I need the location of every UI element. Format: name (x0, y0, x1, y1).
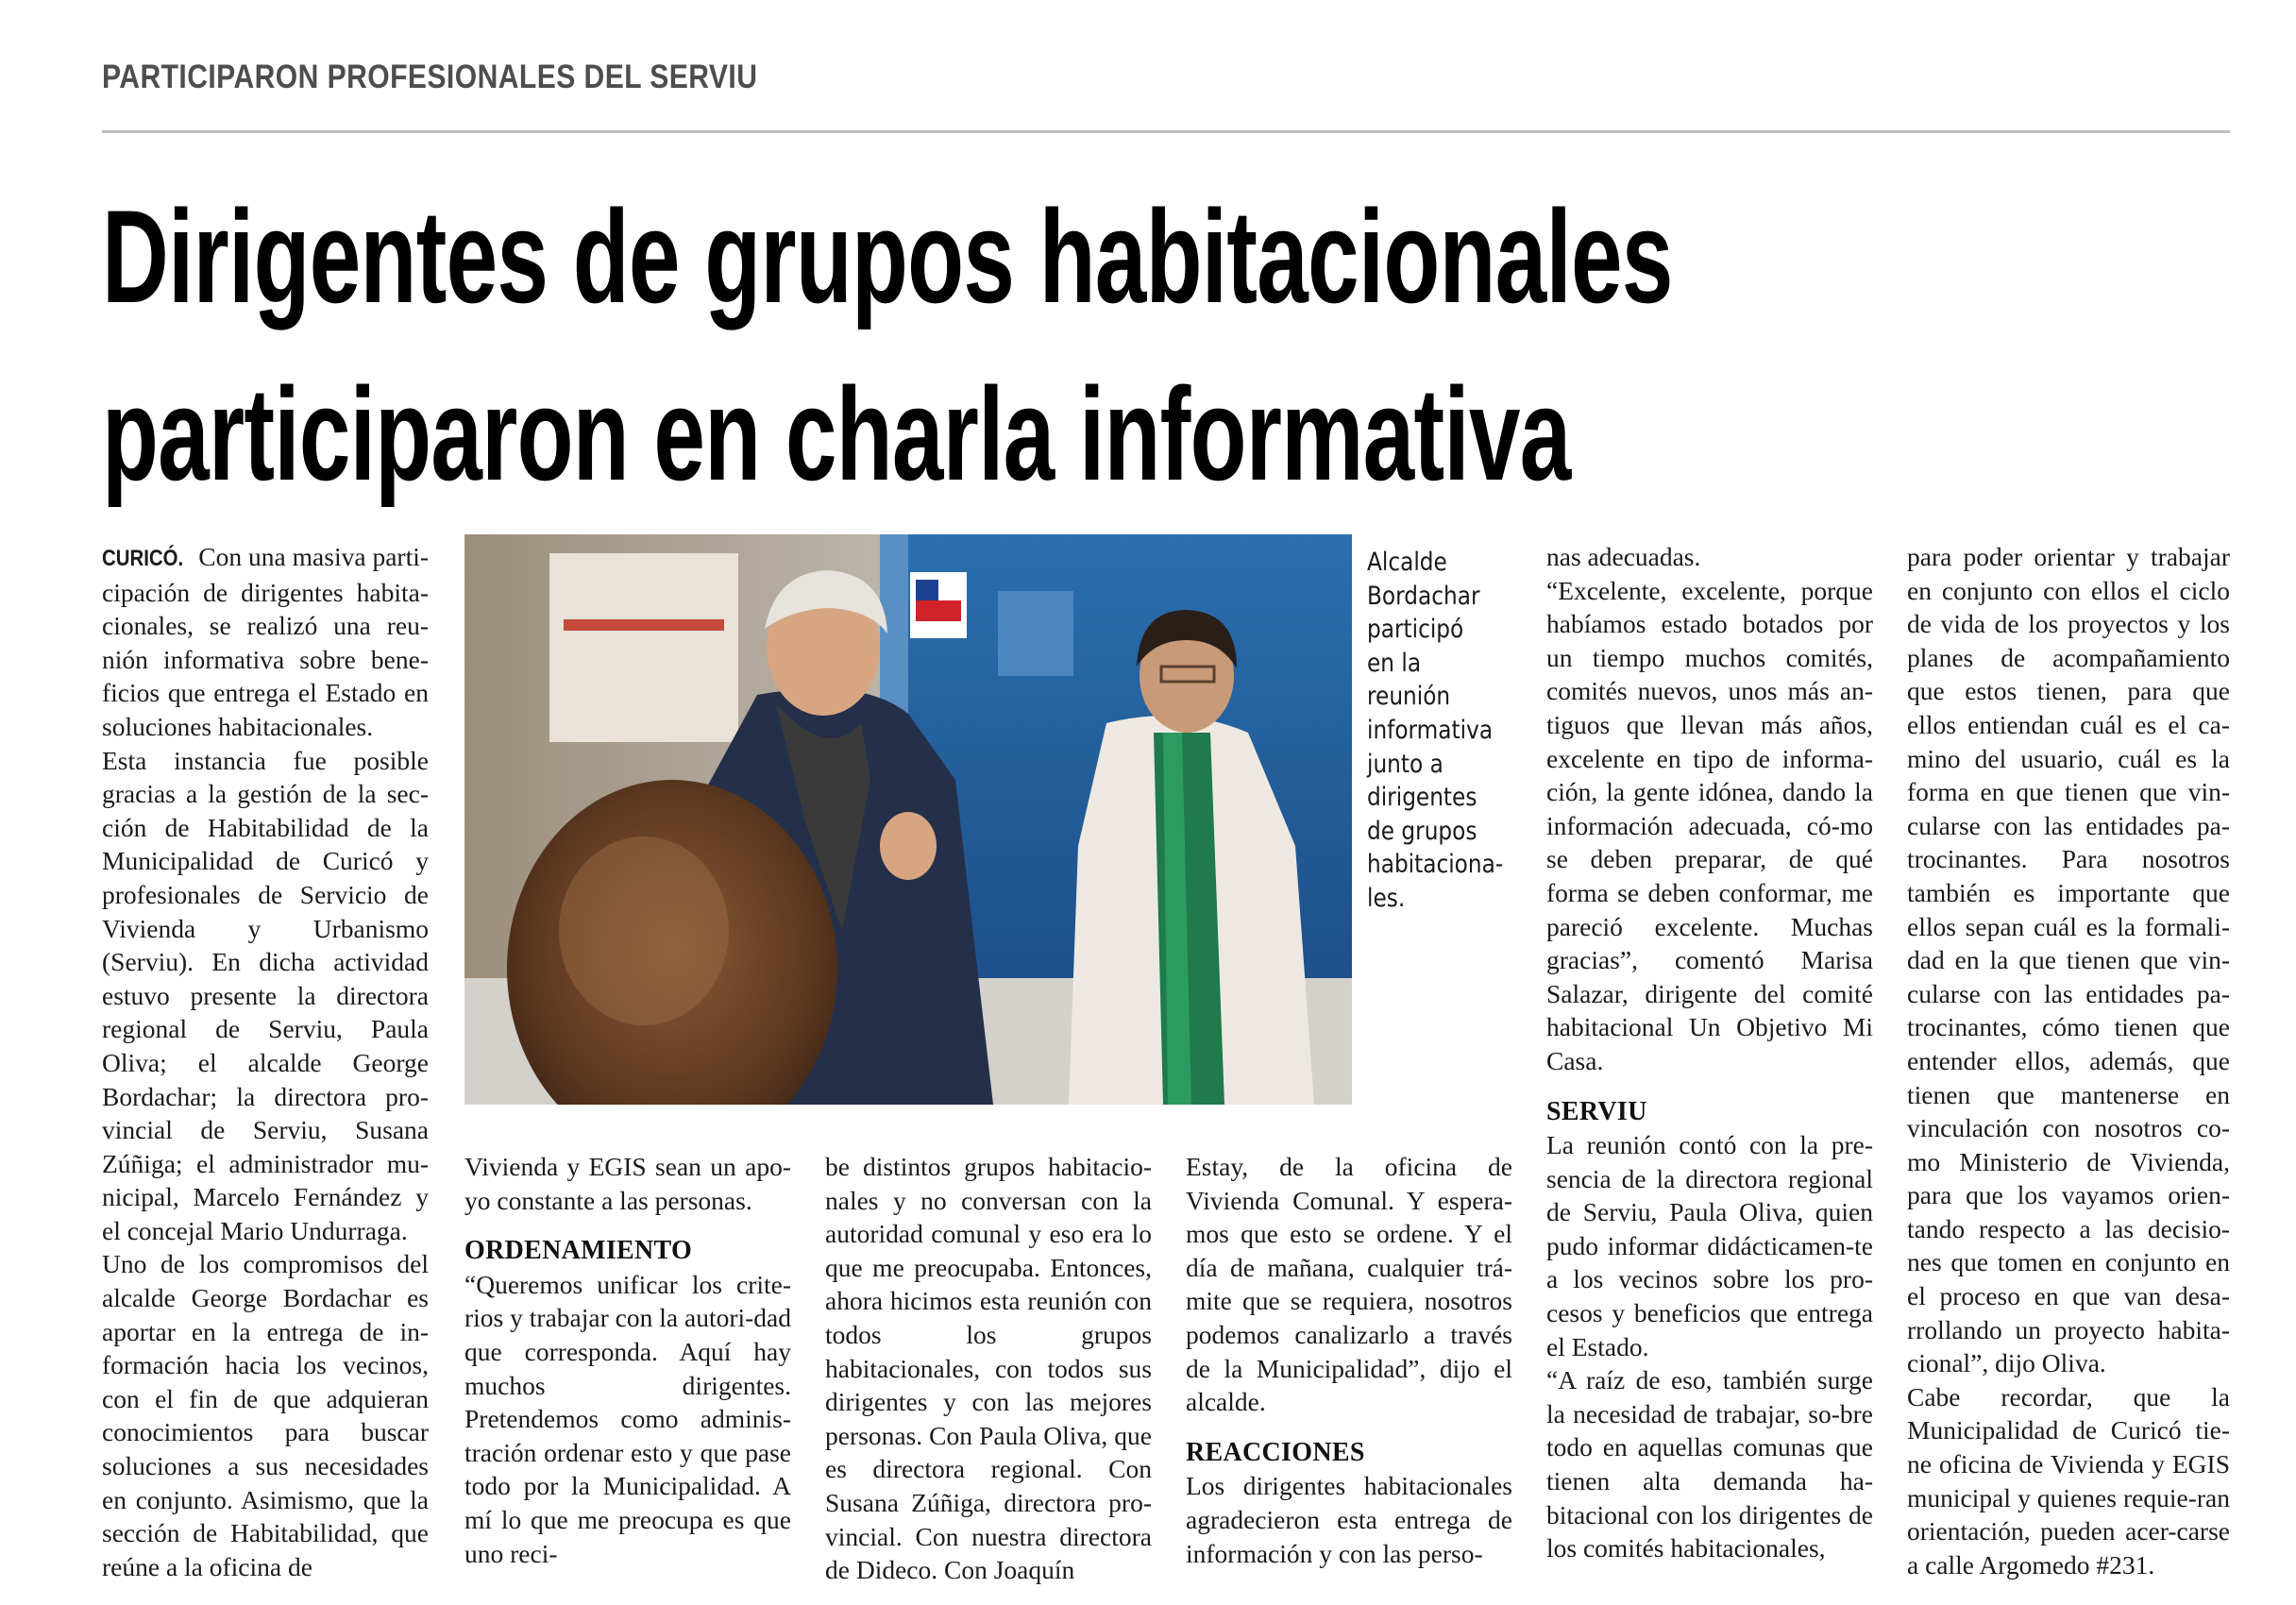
subheading-serviu: SERVIU (1546, 1096, 1647, 1126)
article-column-6 (1907, 540, 2230, 1581)
subheading-reacciones: REACCIONES (1186, 1437, 1365, 1467)
photo-caption: Alcalde Bordachar participó en la reunión informativa junto a dirigentes de grupos habitaciona-les. (1367, 548, 1504, 913)
header-rule (102, 130, 2230, 133)
paragraph: Estay, de la oficina de Vivienda Comunal. Y espera-mos que esto se ordene. Y el día de mañana, cualquier trá-mite que se requiera, nosotros podemos canalizarlo a través de la Municipalidad”, dijo el alcalde. (1186, 1152, 1512, 1417)
paragraph: “Excelente, excelente, porque habíamos estado botados por un tiempo muchos comités, comités nuevos, unos más an-tiguos que llevan más años, excelente en tipo de informa-ción, la gente idónea, dando la información adecuada, có-mo se deben preparar, de qué forma se deben conformar, me pareció excelente. Muchas gracias”, comentó Marisa Salazar, dirigente del comité habitacional Un Objetivo Mi Casa. (1546, 575, 1873, 1075)
article-column-4 (1186, 1150, 1512, 1570)
paragraph: “Queremos unificar los crite-rios y trabajar con la autori-dad que corresponda. Aquí hay muchos dirigentes. Pretendemos como adminis-tración ordenar esto y que pase todo por la Municipalidad. A mí lo que me preocupa es que uno reci- (464, 1269, 791, 1568)
subheading-ordenamiento: ORDENAMIENTO (464, 1236, 693, 1266)
paragraph: La reunión contó con la pre-sencia de la directora regional de Serviu, Paula Oliva, quien pudo informar didácticamen-te a los vecinos sobre los pro-cesos y beneficios que entrega el Estado. (1546, 1130, 1873, 1361)
paragraph (102, 540, 429, 744)
article-column-2 (464, 1150, 791, 1570)
paragraph: be distintos grupos habitacio-nales y no conversan con la autoridad comunal y eso era lo que me preocupaba. Entonces, ahora hicimos esta reunión con todos los grupos habitacionales, con todos sus dirigentes y con las mejores personas. Con Paula Oliva, que es directora regional. Con Susana Zúñiga, directora pro-vincial. Con nuestra directora de Dideco. Con Joaquín (825, 1152, 1152, 1585)
paragraph-text: Con una masiva parti-cipación de dirigentes habita-cionales, se realizó una reu-nión informativa sobre bene-ficios que entrega el Estado en soluciones habitacionales. (102, 542, 430, 741)
article-column-5 (1546, 540, 1873, 1565)
article-column-1 (102, 540, 429, 1583)
paragraph: Cabe recordar, que la Municipalidad de Curicó tie-ne oficina de Vivienda y EGIS municipal y quienes requie-ran orientación, pueden acer-carse a calle Argomedo #231. (1907, 1381, 2230, 1580)
photo-illustration (464, 534, 1352, 1105)
headline (102, 168, 1820, 523)
paragraph: Uno de los compromisos del alcalde George Bordachar es aportar en la entrega de in-formación hacia los vecinos, con el fin de que adquieran conocimientos para buscar soluciones a sus necesidades en conjunto. Asimismo, que la sección de Habitabilidad, que reúne a la oficina de (102, 1249, 429, 1581)
paragraph: Los dirigentes habitacionales agradecieron esta entrega de información y con las perso- (1186, 1471, 1512, 1568)
paragraph: nas adecuadas. (1546, 542, 1701, 571)
paragraph: Esta instancia fue posible gracias a la gestión de la sec-ción de Habitabilidad de la Municipalidad de Curicó y profesionales de Servicio de Vivienda y Urbanismo (Serviu). En dicha actividad estuvo presente la directora regional de Serviu, Paula Oliva; el alcalde George Bordachar; la directora pro-vincial de Serviu, Susana Zúñiga; el administrador mu-nicipal, Marcelo Fernández y el concejal Mario Undurraga. (102, 745, 429, 1245)
paragraph: para poder orientar y trabajar en conjunto con ellos el ciclo de vida de los proyectos y los planes de acompañamiento que estos tienen, para que ellos entiendan cuál es el ca-mino del usuario, cuál es la forma en que tienen que vin-cularse con las entidades pa-trocinantes. Para nosotros también es importante que ellos sepan cuál es la formali-dad en la que tienen que vin-cularse con las entidades pa-trocinantes, cómo tienen que entender ellos, además, que tienen que mantenerse en vinculación con nosotros co-mo Ministerio de Vivienda, para que los vayamos orien-tando respecto a las decisio-nes que tomen en conjunto en el proceso en que van desa-rrollando un proyecto habita-cional”, dijo Oliva. (1907, 542, 2230, 1378)
section-kicker: PARTICIPARON PROFESIONALES DEL SERVIU (102, 59, 758, 95)
paragraph: “A raíz de eso, también surge la necesidad de trabajar, so-bre todo en aquellas comunas que tienen alta demanda ha-bitacional con los dirigentes de los comités habitacionales, (1546, 1365, 1873, 1563)
paragraph: Vivienda y EGIS sean un apo-yo constante a las personas. (464, 1152, 791, 1215)
article-photo (464, 534, 1352, 1105)
headline-line-1: Dirigentes de grupos habitacionales (102, 182, 1673, 330)
headline-line-2: participaron en charla informativa (102, 360, 1571, 508)
dateline: CURICÓ. (102, 546, 184, 571)
article-column-3 (825, 1150, 1152, 1587)
